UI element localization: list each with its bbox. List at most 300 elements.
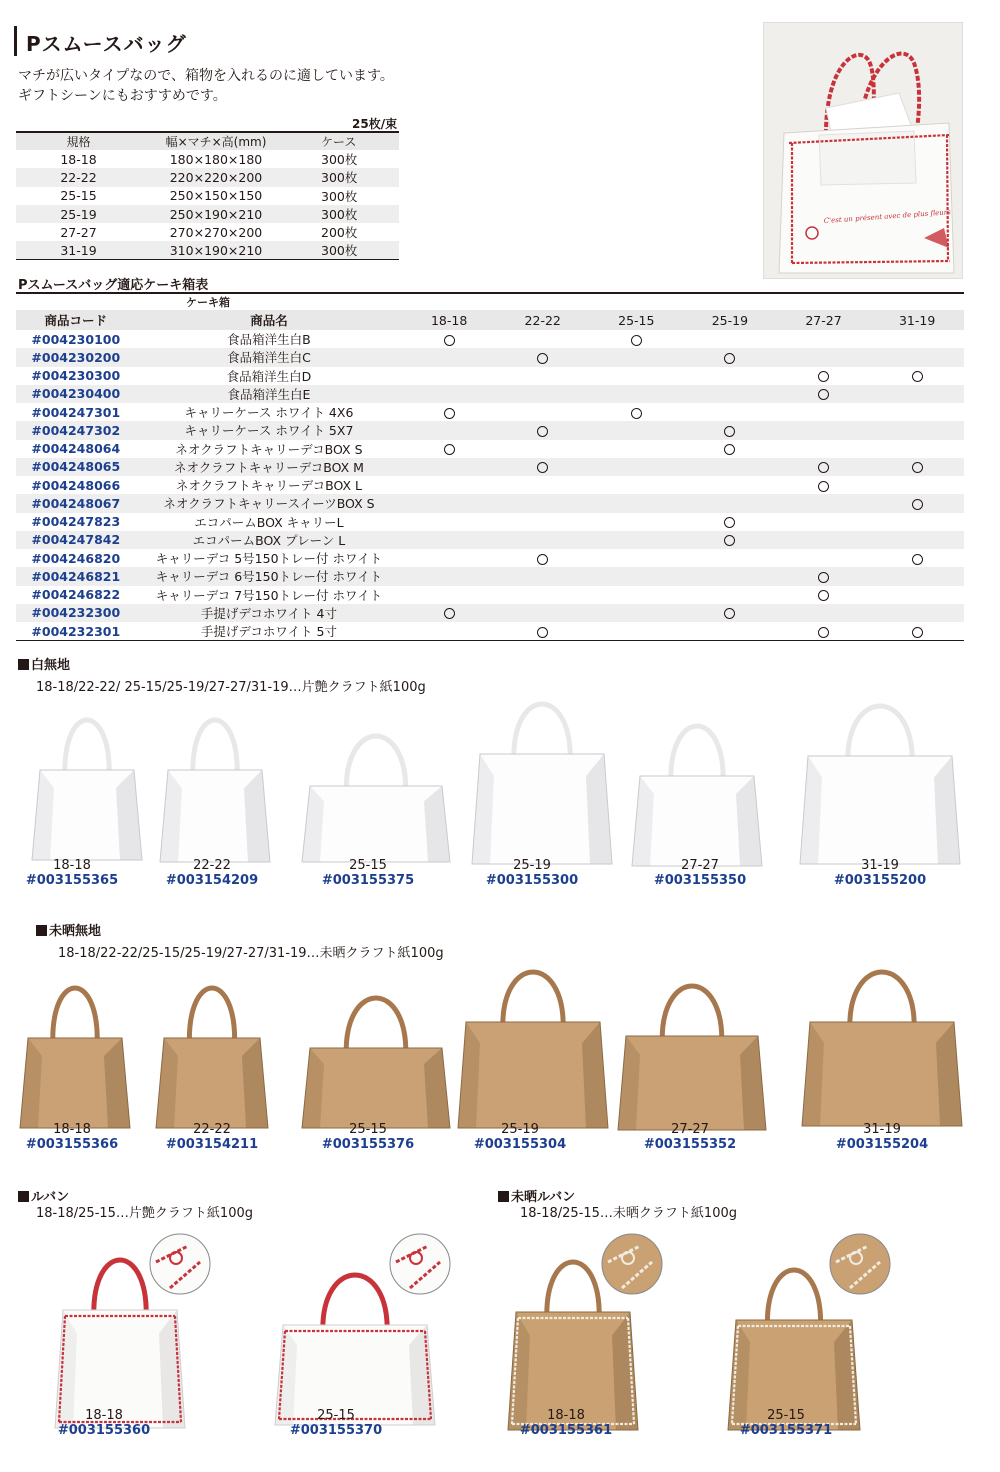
compat-mark-cell: [590, 604, 684, 622]
compat-header-size: 27-27: [777, 310, 871, 330]
page-title: Pスムースバッグ: [26, 32, 187, 56]
bag-item: [44, 1408, 164, 1438]
product-name: 手提げデコホワイト 4寸: [200, 605, 337, 621]
product-name: ネオクラフトキャリーデコBOX L: [175, 478, 363, 494]
compat-table-row: [16, 440, 964, 458]
bag-product-code: #003155361: [519, 1423, 613, 1438]
spec-case-cell: 300枚: [321, 152, 358, 168]
compat-table-row: [16, 421, 964, 439]
compat-mark-cell: [683, 567, 777, 585]
bag-photo: [622, 696, 772, 880]
bag-photo: [790, 676, 970, 878]
product-name: 手提げデコホワイト 5寸: [200, 624, 337, 639]
compat-mark-cell: [683, 586, 777, 604]
compatible-circle-icon: [818, 481, 829, 492]
section-title-text: ルバン: [31, 1190, 70, 1205]
compat-mark-cell: [402, 549, 496, 567]
bag-item: [152, 858, 272, 888]
compat-mark-cell: [590, 513, 684, 531]
section-title-text: 白無地: [31, 658, 71, 673]
product-name: キャリーケース ホワイト 5X7: [184, 423, 354, 439]
compatible-circle-icon: [444, 335, 455, 346]
compat-mark-cell: [683, 367, 777, 385]
compat-mark-cell: [683, 403, 777, 421]
spec-dimension-cell: 310×190×210: [169, 242, 263, 258]
compatible-circle-icon: [912, 499, 923, 510]
spec-table-row: [16, 187, 399, 205]
spec-header-dimensions: 幅×マチ×高(mm): [165, 135, 267, 149]
compat-table-title: Pスムースバッグ適応ケーキ箱表: [18, 278, 209, 293]
section-note-kraft-ruban: 18-18/25-15…未晒クラフト紙100g: [520, 1206, 737, 1221]
compat-table-row: [16, 385, 964, 403]
compat-mark-cell: [590, 367, 684, 385]
spec-table-row: [16, 223, 399, 241]
compat-mark-cell: [777, 622, 871, 641]
compat-mark-cell: [870, 549, 964, 567]
compat-mark-cell: [402, 367, 496, 385]
bag-product-code: #003155204: [835, 1137, 929, 1152]
bag-item: [630, 1122, 750, 1152]
compat-mark-cell: [402, 513, 496, 531]
product-description: [18, 66, 394, 106]
compat-mark-cell: [496, 622, 590, 641]
compatible-circle-icon: [631, 408, 642, 419]
compat-mark-cell: [777, 367, 871, 385]
compat-mark-cell: [870, 421, 964, 439]
spec-size-cell: 31-19: [60, 242, 97, 258]
product-code: #004230400: [31, 386, 121, 402]
compat-mark-cell: [870, 348, 964, 366]
square-bullet-icon: [498, 1191, 509, 1202]
compat-mark-cell: [777, 586, 871, 604]
compat-mark-cell: [777, 385, 871, 403]
spec-dimension-cell: 220×220×200: [169, 169, 263, 185]
compat-mark-cell: [777, 476, 871, 494]
compat-mark-cell: [777, 421, 871, 439]
product-code: #004247302: [31, 422, 121, 438]
compat-table: [16, 292, 964, 641]
spec-dimension-cell: 250×150×150: [169, 188, 263, 204]
compat-mark-cell: [870, 586, 964, 604]
compatible-circle-icon: [912, 462, 923, 473]
compatible-circle-icon: [537, 353, 548, 364]
spec-size-cell: 27-27: [60, 224, 97, 240]
compat-mark-cell: [870, 367, 964, 385]
product-code: #004247301: [31, 404, 121, 420]
compat-mark-cell: [777, 494, 871, 512]
bag-product-code: #003155300: [485, 873, 579, 888]
compat-table-row: [16, 494, 964, 512]
detail-zoom-circle: [600, 1232, 664, 1300]
bag-size-label: 22-22: [193, 858, 231, 873]
description-line-1: マチが広いタイプなので、箱物を入れるのに適しています。: [18, 68, 394, 84]
compatible-circle-icon: [724, 517, 735, 528]
bag-product-code: #003154209: [165, 873, 259, 888]
bag-product-code: #003155376: [321, 1137, 415, 1152]
compat-mark-cell: [402, 440, 496, 458]
compat-table-row: [16, 567, 964, 585]
compatible-circle-icon: [724, 426, 735, 437]
spec-dimension-cell: 250×190×210: [169, 206, 263, 222]
bag-product-code: #003155365: [25, 873, 119, 888]
product-code: #004248065: [31, 459, 121, 475]
bundle-unit-note: 25枚/束: [352, 117, 398, 131]
bag-product-code: #003155366: [25, 1137, 119, 1152]
bag-item: [822, 1122, 942, 1152]
spec-size-cell: 25-15: [60, 188, 97, 204]
product-name: 食品箱洋生白E: [227, 386, 311, 402]
compat-table-row: [16, 513, 964, 531]
compat-mark-cell: [496, 567, 590, 585]
square-bullet-icon: [18, 1191, 29, 1202]
compat-mark-cell: [496, 440, 590, 458]
compat-mark-cell: [496, 367, 590, 385]
compatible-circle-icon: [537, 462, 548, 473]
product-code: #004248067: [31, 495, 121, 511]
compatible-circle-icon: [818, 590, 829, 601]
spec-table-row: [16, 150, 399, 168]
compatible-circle-icon: [818, 371, 829, 382]
product-name: キャリーデコ 6号150トレー付 ホワイト: [155, 569, 383, 585]
product-code: #004247842: [31, 532, 121, 548]
compatible-circle-icon: [818, 389, 829, 400]
product-name: 食品箱洋生白D: [226, 368, 312, 384]
product-name: キャリーケース ホワイト 4X6: [184, 405, 354, 421]
product-name: 食品箱洋生白C: [227, 350, 311, 366]
bag-item: [308, 858, 428, 888]
spec-case-cell: 200枚: [321, 225, 358, 241]
bag-size-label: 18-18: [547, 1408, 585, 1423]
compat-mark-cell: [402, 604, 496, 622]
compatible-circle-icon: [818, 462, 829, 473]
compat-mark-cell: [496, 549, 590, 567]
spec-table: [16, 131, 399, 260]
compat-mark-cell: [496, 531, 590, 549]
compatible-circle-icon: [537, 627, 548, 638]
compat-mark-cell: [496, 385, 590, 403]
compat-mark-cell: [402, 622, 496, 641]
bag-item: [460, 1122, 580, 1152]
compat-mark-cell: [777, 348, 871, 366]
compat-mark-cell: [870, 385, 964, 403]
compat-mark-cell: [496, 403, 590, 421]
product-code: #004247823: [31, 514, 121, 530]
compatible-circle-icon: [537, 554, 548, 565]
product-name: キャリーデコ 5号150トレー付 ホワイト: [155, 551, 383, 567]
product-name: ネオクラフトキャリーデコBOX M: [173, 459, 364, 475]
compat-mark-cell: [590, 476, 684, 494]
compat-mark-cell: [402, 567, 496, 585]
compat-mark-cell: [870, 622, 964, 641]
bag-item: [820, 858, 940, 888]
product-code: #004248066: [31, 477, 121, 493]
product-name: エコパームBOX プレーン L: [192, 532, 346, 548]
bag-product-code: #003155370: [289, 1423, 383, 1438]
detail-zoom-circle: [388, 1232, 452, 1300]
bag-photo: [462, 674, 622, 878]
compat-mark-cell: [683, 330, 777, 348]
section-title-white: [18, 654, 70, 673]
compat-mark-cell: [590, 440, 684, 458]
bag-size-label: 25-19: [513, 858, 551, 873]
compatible-circle-icon: [724, 535, 735, 546]
bag-photo: [10, 958, 140, 1142]
compat-mark-cell: [402, 476, 496, 494]
bag-photo: [150, 690, 280, 876]
compat-table-row: [16, 476, 964, 494]
spec-case-cell: 300枚: [321, 188, 358, 204]
compat-mark-cell: [402, 458, 496, 476]
compat-header-size: 18-18: [402, 310, 496, 330]
compat-mark-cell: [683, 549, 777, 567]
compat-mark-cell: [870, 604, 964, 622]
compat-mark-cell: [402, 421, 496, 439]
compat-mark-cell: [590, 348, 684, 366]
section-note-ruban: 18-18/25-15…片艶クラフト紙100g: [36, 1206, 253, 1221]
section-title-kraft: [36, 920, 101, 939]
compat-mark-cell: [496, 476, 590, 494]
compat-mark-cell: [683, 494, 777, 512]
bag-photo: [608, 956, 776, 1144]
compatible-circle-icon: [912, 371, 923, 382]
section-note-white: 18-18/22-22/ 25-15/25-19/27-27/31-19…片艶クラフト紙100g: [36, 680, 426, 695]
spec-table-row: [16, 241, 399, 260]
compat-mark-cell: [496, 421, 590, 439]
product-code: #004232300: [31, 605, 121, 621]
compat-mark-cell: [683, 440, 777, 458]
bag-size-label: 22-22: [193, 1122, 231, 1137]
compat-mark-cell: [590, 385, 684, 403]
compat-mark-cell: [402, 330, 496, 348]
bag-size-label: 31-19: [861, 858, 899, 873]
compat-mark-cell: [683, 476, 777, 494]
bag-size-label: 18-18: [85, 1408, 123, 1423]
bag-photo: [146, 958, 278, 1142]
bag-item: [726, 1408, 846, 1438]
compatible-circle-icon: [818, 627, 829, 638]
compat-mark-cell: [870, 440, 964, 458]
compat-mark-cell: [870, 403, 964, 421]
compat-table-row: [16, 330, 964, 348]
compat-mark-cell: [402, 403, 496, 421]
compatible-circle-icon: [724, 444, 735, 455]
compatible-circle-icon: [631, 335, 642, 346]
compat-header-name: 商品名: [136, 310, 403, 330]
bag-size-label: 25-15: [349, 858, 387, 873]
spec-size-cell: 18-18: [60, 151, 97, 167]
bag-size-label: 25-15: [317, 1408, 355, 1423]
bag-item: [12, 858, 132, 888]
bag-product-code: #003155352: [643, 1137, 737, 1152]
bag-item: [308, 1122, 428, 1152]
compat-mark-cell: [402, 385, 496, 403]
bag-size-label: 25-19: [501, 1122, 539, 1137]
compat-mark-cell: [777, 604, 871, 622]
spec-size-cell: 25-19: [60, 206, 97, 222]
bag-product-code: #003155375: [321, 873, 415, 888]
spec-case-cell: 300枚: [321, 170, 358, 186]
compat-header-code: 商品コード: [16, 310, 136, 330]
compat-mark-cell: [870, 494, 964, 512]
square-bullet-icon: [36, 925, 47, 936]
compat-mark-cell: [777, 531, 871, 549]
compat-mark-cell: [777, 403, 871, 421]
compat-mark-cell: [683, 385, 777, 403]
compatible-circle-icon: [444, 608, 455, 619]
compat-table-row: [16, 549, 964, 567]
compat-table-row: [16, 367, 964, 385]
compatible-circle-icon: [537, 426, 548, 437]
bag-photo: [292, 968, 460, 1142]
compat-mark-cell: [683, 348, 777, 366]
bag-item: [506, 1408, 626, 1438]
compat-mark-cell: [496, 586, 590, 604]
compat-table-row: [16, 586, 964, 604]
compat-mark-cell: [777, 549, 871, 567]
product-name: ネオクラフトキャリースイーツBOX S: [163, 496, 375, 512]
spec-header-size: 規格: [66, 135, 91, 149]
compat-mark-cell: [777, 567, 871, 585]
compat-mark-cell: [590, 330, 684, 348]
product-name: キャリーデコ 7号150トレー付 ホワイト: [155, 587, 383, 603]
product-code: #004246822: [31, 587, 121, 603]
compatible-circle-icon: [444, 408, 455, 419]
bag-size-label: 18-18: [53, 1122, 91, 1137]
bag-size-label: 27-27: [671, 1122, 709, 1137]
compat-mark-cell: [777, 513, 871, 531]
product-code: #004246821: [31, 568, 121, 584]
compat-group-label: ケーキ箱: [186, 296, 230, 309]
bag-size-label: 27-27: [681, 858, 719, 873]
section-title-text: 未晒ルバン: [511, 1190, 576, 1205]
compat-mark-cell: [590, 567, 684, 585]
detail-zoom-circle: [148, 1232, 212, 1300]
bag-item: [152, 1122, 272, 1152]
compat-mark-cell: [870, 567, 964, 585]
compat-mark-cell: [590, 403, 684, 421]
compat-mark-cell: [683, 421, 777, 439]
compat-mark-cell: [870, 476, 964, 494]
bag-photo: [22, 690, 152, 874]
product-name: 食品箱洋生白B: [227, 332, 311, 348]
bag-item: [276, 1408, 396, 1438]
title-accent-bar: [14, 26, 17, 56]
bag-item: [640, 858, 760, 888]
compatible-circle-icon: [724, 608, 735, 619]
compat-mark-cell: [683, 513, 777, 531]
compat-mark-cell: [402, 586, 496, 604]
compat-mark-cell: [590, 494, 684, 512]
product-name: ネオクラフトキャリーデコBOX S: [175, 441, 363, 457]
compat-mark-cell: [590, 421, 684, 439]
product-code: #004230200: [31, 349, 121, 365]
compat-mark-cell: [402, 494, 496, 512]
product-code: #004246820: [31, 550, 121, 566]
compatible-circle-icon: [818, 572, 829, 583]
product-name: エコパームBOX キャリーL: [194, 514, 344, 530]
compat-mark-cell: [870, 458, 964, 476]
bag-photo: [792, 942, 972, 1140]
compat-mark-cell: [402, 531, 496, 549]
spec-size-cell: 22-22: [60, 169, 97, 185]
section-note-kraft: 18-18/22-22/25-15/25-19/27-27/31-19…未晒クラフト紙100g: [58, 946, 444, 961]
compat-group-header: [16, 293, 964, 310]
svg-text:C'est un présent avec de plus: C'est un présent avec de plus fleurs: [823, 208, 951, 225]
compatible-circle-icon: [724, 353, 735, 364]
compat-mark-cell: [496, 330, 590, 348]
compat-mark-cell: [870, 513, 964, 531]
section-title-text: 未晒無地: [49, 924, 102, 939]
spec-table-row: [16, 168, 399, 186]
compat-mark-cell: [683, 458, 777, 476]
compatible-circle-icon: [444, 444, 455, 455]
bag-size-label: 25-15: [349, 1122, 387, 1137]
compat-mark-cell: [496, 604, 590, 622]
compat-header-size: 31-19: [870, 310, 964, 330]
bag-product-code: #003154211: [165, 1137, 259, 1152]
product-code: #004232301: [31, 623, 121, 639]
compat-mark-cell: [496, 458, 590, 476]
compat-column-header: [16, 310, 964, 330]
bag-item: [12, 1122, 132, 1152]
compat-table-row: [16, 458, 964, 476]
compat-mark-cell: [590, 458, 684, 476]
product-code: #004248064: [31, 441, 121, 457]
compatible-circle-icon: [912, 627, 923, 638]
bag-product-code: #003155304: [473, 1137, 567, 1152]
spec-table-row: [16, 205, 399, 223]
spec-table-header: [16, 132, 399, 150]
compat-mark-cell: [590, 549, 684, 567]
product-code: #004230300: [31, 368, 121, 384]
spec-dimension-cell: 270×270×200: [169, 224, 263, 240]
compat-mark-cell: [683, 531, 777, 549]
compat-header-size: 25-15: [590, 310, 684, 330]
compat-mark-cell: [777, 458, 871, 476]
compat-mark-cell: [777, 440, 871, 458]
compat-table-row: [16, 531, 964, 549]
compat-mark-cell: [496, 348, 590, 366]
bag-product-code: #003155371: [739, 1423, 833, 1438]
compat-table-row: [16, 622, 964, 641]
bag-product-code: #003155360: [57, 1423, 151, 1438]
compat-mark-cell: [590, 531, 684, 549]
compat-table-row: [16, 403, 964, 421]
product-code: #004230100: [31, 331, 121, 347]
spec-case-cell: 300枚: [321, 243, 358, 259]
compat-header-size: 25-19: [683, 310, 777, 330]
bag-product-code: #003155200: [833, 873, 927, 888]
compatible-circle-icon: [912, 554, 923, 565]
spec-header-case: ケース: [321, 135, 357, 149]
compat-mark-cell: [683, 604, 777, 622]
compat-mark-cell: [590, 586, 684, 604]
detail-zoom-circle: [828, 1232, 892, 1300]
compat-mark-cell: [683, 622, 777, 641]
compat-header-size: 22-22: [496, 310, 590, 330]
description-line-2: ギフトシーンにもおすすめです。: [18, 88, 227, 104]
compat-mark-cell: [590, 622, 684, 641]
bag-size-label: 18-18: [53, 858, 91, 873]
hero-product-photo: [763, 22, 963, 279]
compat-mark-cell: [496, 513, 590, 531]
compat-mark-cell: [870, 531, 964, 549]
spec-case-cell: 300枚: [321, 207, 358, 223]
compat-table-row: [16, 348, 964, 366]
bag-photo: [448, 942, 618, 1142]
bag-size-label: 25-15: [767, 1408, 805, 1423]
compat-mark-cell: [402, 348, 496, 366]
